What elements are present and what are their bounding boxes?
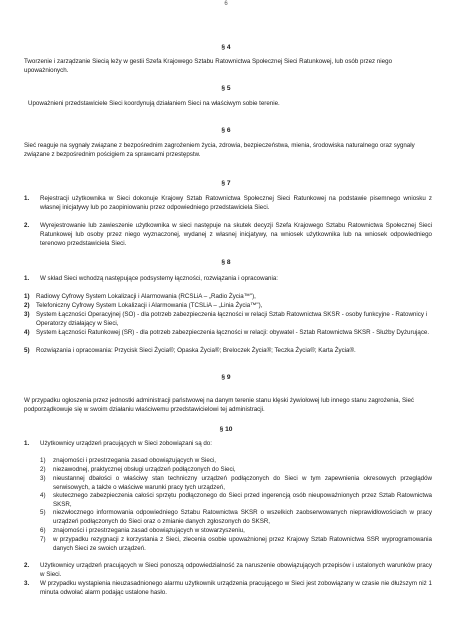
list-text: System Łączności Operacyjnej (SO) - dla potrzeb zabezpieczenia łączności w relacji Sztab Ratownictwa SKSR - osoby funkcyjne - Ratownicy i Operatorzy działający w Sieci, xyxy=(36,311,428,327)
section-5-text: Upoważnieni przedstawiciele Sieci koordynują działaniem Sieci na właściwym sobie terenie. xyxy=(28,100,280,107)
item-number: 1. xyxy=(24,195,30,202)
section-6-text: Sieć reaguje na sygnały związane z bezpośrednim zagrożeniem życia, zdrowia, bezpieczeństwa, mienia, środowiska naturalnego oraz sygnały związane z bezpośrednim pościgiem za sprawcami przestępstw. xyxy=(24,142,415,159)
section-8-list-item-5 xyxy=(24,347,432,356)
section-10-heading: § 10 xyxy=(219,426,233,433)
item-number: 2. xyxy=(24,562,30,569)
subitem-text: skutecznego zabezpieczenia całości sprzętu podłączonego do Sieci przed ingerencją osób nieupoważnionych przez Sztab Ratownictwa SKSR, xyxy=(53,492,432,508)
section-7-heading: § 7 xyxy=(221,180,231,187)
section-8-intro xyxy=(24,274,432,283)
section-4-text: Tworzenie i zarządzanie Siecią leży w gestii Szefa Krajowego Sztabu Ratownictwa Społecznej Sieci Ratunkowej, lub osób przez niego upoważnionych. xyxy=(24,58,393,75)
section-10-point-1 xyxy=(24,439,432,448)
section-10-subitem-3 xyxy=(40,475,432,492)
list-text: Rozwiązania i opracowania: Przycisk Sieci Życia®; Opaska Życia®; Breloczek Życia®; Teczka Życia®; Karta Życia®. xyxy=(36,347,356,354)
subitem-number: 4) xyxy=(40,492,46,499)
section-10-point-3 xyxy=(24,579,432,597)
list-number: 2) xyxy=(24,302,30,309)
list-text: Radiowy Cyfrowy System Lokalizacji i Alarmowania (RCSLiA – „Radio Życia™"), xyxy=(36,293,256,300)
section-10-subitem-4 xyxy=(40,492,432,509)
subitem-text: w przypadku rezygnacji z korzystania z Sieci, zlecenia osobie upoważnionej przez Krajowy Sztab Ratownictwa SSR wyprogramowania danych Sieci ze swoich urządzeń. xyxy=(53,536,432,552)
subitem-number: 6) xyxy=(40,527,46,534)
item-text: Użytkownicy urządzeń pracujących w Sieci ponoszą odpowiedzialność za naruszenie obowiązujących przepisów i ustalonych warunków pracy w Sieci. xyxy=(40,562,432,579)
page-number: 6 xyxy=(224,1,228,7)
list-text: Telefoniczny Cyfrowy System Lokalizacji i Alarmowania (TCSLiA – „Linia Życia™"), xyxy=(36,302,263,309)
list-number: 4) xyxy=(24,329,30,336)
list-number: 5) xyxy=(24,347,30,354)
section-10-subitem-7 xyxy=(40,536,432,553)
section-8-list-item-4 xyxy=(24,329,432,338)
subitem-number: 5) xyxy=(40,509,46,516)
subitem-text: niezawodnej, praktycznej obsługi urządzeń podłączonych do Sieci, xyxy=(53,466,236,473)
section-10-subitem-1 xyxy=(40,457,432,466)
section-10-subitem-6 xyxy=(40,527,432,536)
subitem-text: znajomości i przestrzegania zasad obowiązujących w Sieci, xyxy=(53,457,217,464)
item-number: 2. xyxy=(24,222,30,229)
section-10-subitem-2 xyxy=(40,466,432,475)
item-number: 1. xyxy=(24,275,30,282)
section-9-text: W przypadku ogłoszenia przez jednostki administracji państwowej na danym terenie stanu klęski żywiołowej lub innego stanu zagrożenia, Sieć podporządkowuje się w swoim działaniu właściwemu przedstawicielowi tej administracji. xyxy=(24,397,415,414)
list-number: 3) xyxy=(24,311,30,318)
section-7-item-2 xyxy=(24,221,432,248)
list-number: 1) xyxy=(24,293,30,300)
item-text: Rejestracji użytkownika w Sieci dokonuje Krajowy Sztab Ratownictwa Społecznej Sieci Ratunkowej na podstawie pisemnego wniosku z własnej inicjatywy lub po zaopiniowaniu przez odpowiedniego przedstawiciela Sieci. xyxy=(40,195,432,212)
subitem-number: 7) xyxy=(40,536,46,543)
item-text: W przypadku wystąpienia nieuzasadnionego alarmu użytkownik urządzenia pracującego w Sieci jest zobowiązany w czasie nie dłuższym niż 1 minuta odwołać alarm podając ustalone hasło. xyxy=(40,580,432,597)
section-10-point-2 xyxy=(24,561,432,579)
item-number: 3. xyxy=(24,580,30,587)
subitem-text: nieustannej dbałości o właściwy stan techniczny urządzeń podłączonych do Sieci w tym zapewnienia okresowych przeglądów serwisowych, a także o właściwe warunki pracy tych urządzeń, xyxy=(53,475,432,491)
item-text: W skład Sieci wchodzą następujące podsystemy łączności, rozwiązania i opracowania: xyxy=(40,275,278,282)
subitem-number: 1) xyxy=(40,457,46,464)
section-8-heading: § 8 xyxy=(221,259,231,266)
section-8-list-item-2 xyxy=(24,302,432,311)
section-8-list-item-1 xyxy=(24,293,432,302)
subitem-number: 2) xyxy=(40,466,46,473)
section-8-list-item-3 xyxy=(24,311,432,328)
section-4-heading: § 4 xyxy=(221,44,231,51)
list-text: System Łączności Ratunkowej (SR) - dla potrzeb zabezpieczenia łączności w relacji: obywatel - Sztab Ratownictwa SKSR - Służby Dyżurujące. xyxy=(36,329,430,336)
section-5-heading: § 5 xyxy=(221,85,231,92)
subitem-text: niezwłocznego informowania odpowiedniego Sztabu Ratownictwa SKSR o wszelkich zaobserwowanych nieprawidłowościach w pracy urządzeń podłączonych do Sieci oraz o zmianie danych zgłoszonych do SKSR, xyxy=(53,509,432,525)
section-6-heading: § 6 xyxy=(221,127,231,134)
item-text: Użytkownicy urządzeń pracujących w Sieci zobowiązani są do: xyxy=(40,440,212,447)
subitem-number: 3) xyxy=(40,475,46,482)
section-9-heading: § 9 xyxy=(221,374,231,381)
section-10-subitem-5 xyxy=(40,509,432,526)
subitem-text: znajomości i przestrzegania zasad obowiązujących w stowarzyszeniu, xyxy=(53,527,245,534)
section-7-item-1 xyxy=(24,194,432,212)
item-text: Wyrejestrowanie lub zawieszenie użytkownika w sieci następuje na skutek decyzji Szefa Krajowego Sztabu Ratownictwa Społecznej Sieci Ratunkowej lub osoby przez niego wyznaczonej, wydanej z własnej inicjatywy, na wniosek użytkownika lub na wniosek odpowiedniego terenowo przedstawiciela Sieci. xyxy=(40,222,432,248)
item-number: 1. xyxy=(24,440,30,447)
